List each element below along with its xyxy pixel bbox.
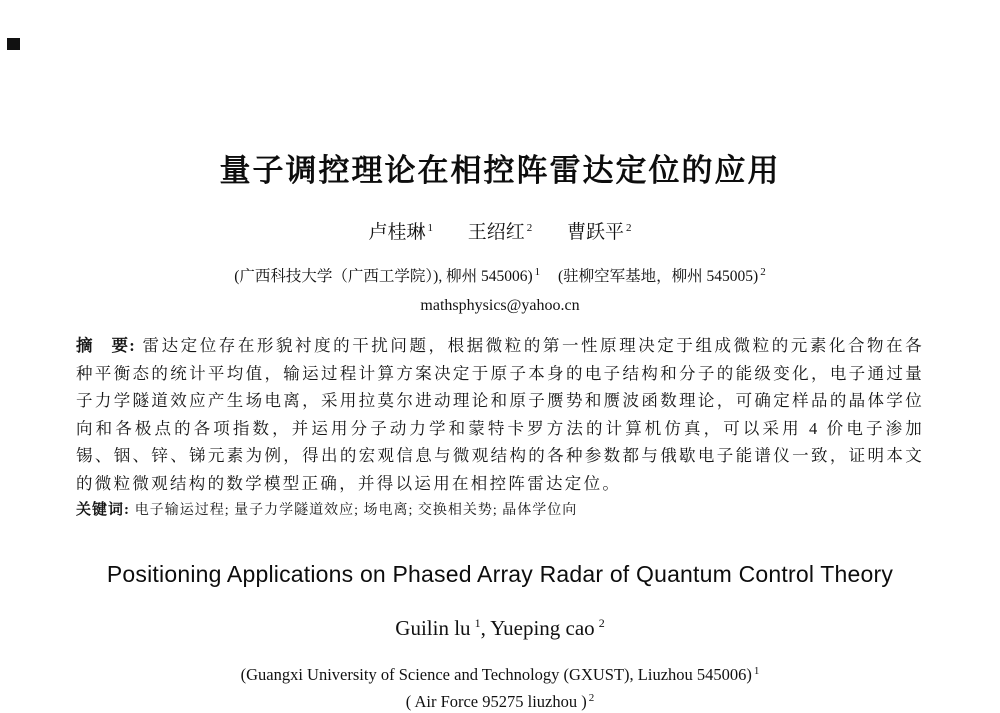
affiliation-superscript: 1 bbox=[534, 265, 541, 278]
author-en-name: Yueping cao bbox=[490, 616, 595, 640]
author-superscript: 2 bbox=[598, 616, 605, 630]
author-superscript: 1 bbox=[474, 616, 481, 630]
affiliation-en-text: ( Air Force 95275 liuzhou ) bbox=[405, 692, 587, 711]
keywords-label: 关键词: bbox=[76, 502, 130, 518]
keywords-paragraph bbox=[76, 499, 924, 522]
author-cn bbox=[368, 221, 433, 245]
affiliations-cn-line bbox=[0, 266, 1000, 287]
affiliation-cn bbox=[234, 266, 540, 287]
author-cn-name: 曹跃平 bbox=[567, 222, 625, 243]
affiliation-superscript: 2 bbox=[760, 265, 766, 278]
abstract-paragraph bbox=[76, 332, 924, 497]
author-cn-name: 王绍红 bbox=[467, 222, 525, 243]
affiliation-en-text: (Guangxi University of Science and Technology (GXUST), Liuzhou 545006) bbox=[240, 665, 752, 684]
affiliation-cn-text: (驻柳空军基地，柳州 545005) bbox=[558, 268, 759, 285]
abstract-label: 摘 要: bbox=[76, 336, 136, 355]
author-en-name: Guilin lu bbox=[395, 616, 471, 640]
paper-title-cn: 量子调控理论在相控阵雷达定位的应用 bbox=[219, 153, 781, 188]
authors-en-line bbox=[0, 615, 1000, 641]
email-address: mathsphysics@yahoo.cn bbox=[420, 297, 580, 314]
author-superscript: 2 bbox=[626, 221, 632, 234]
abstract-text: 雷达定位存在形貌衬度的干扰问题，根据微粒的第一性原理决定于组成微粒的元素化合物在各种平衡态的统计平均值，输运过程计算方案决定于原子本身的电子结构和分子的能级变化，电子通过量子力学隧道效应产生场电离，采用拉莫尔进动理论和原子赝势和赝波函数理论，可确定样品的晶体学位向和各极点的各项指数，并运用分子动力学和蒙特卡罗方法的计算机仿真，可以采用 4 价电子渗加锡、铟、锌、锑元素为例，得出的宏观信息与微观结构的各种参数都与俄歇电子能谱仪一致，证明本文的微粒微观结构的数学模型正确，并得以运用在相控阵雷达定位。 bbox=[76, 336, 924, 493]
author-cn bbox=[567, 221, 632, 245]
affiliation-en bbox=[0, 691, 1000, 713]
author-cn bbox=[468, 221, 533, 245]
affiliation-cn-text: (广西科技大学（广西工学院）), 柳州 545006) bbox=[234, 268, 533, 285]
author-superscript: 2 bbox=[526, 221, 533, 234]
affiliation-superscript: 2 bbox=[588, 691, 595, 704]
author-superscript: 1 bbox=[427, 221, 433, 234]
affiliation-en bbox=[0, 664, 1000, 686]
affiliation-cn bbox=[558, 266, 766, 287]
affiliation-superscript: 1 bbox=[753, 664, 760, 677]
affiliations-en-block bbox=[0, 664, 1000, 713]
keywords-text: 电子输运过程; 量子力学隧道效应; 场电离; 交换相关势; 晶体学位向 bbox=[134, 503, 578, 518]
paper-title-en: Positioning Applications on Phased Array Radar of Quantum Control Theory bbox=[106, 561, 894, 587]
authors-en-separator: , bbox=[480, 616, 491, 640]
scan-artifact-mark bbox=[7, 38, 20, 50]
author-cn-name: 卢桂琳 bbox=[368, 222, 426, 243]
authors-cn-line bbox=[0, 221, 1000, 245]
